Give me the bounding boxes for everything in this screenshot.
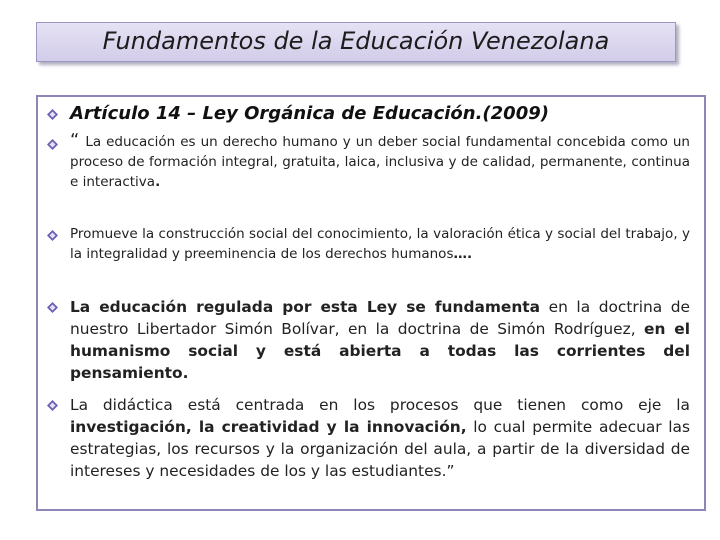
diamond-bullet-icon [47,109,58,120]
paragraph-4-start: La didáctica está centrada en los procesos que tienen como eje la [70,396,690,414]
paragraph-1-text: La educación es un derecho humano y un deber social fundamental concebida como un proceso de formación integral, gratuita, laica, inclusiva y de calidad, permanente, continua e interactiva [70,134,690,190]
opening-quote: “ [70,130,80,151]
paragraph-1-end: . [155,174,161,190]
page-title: Fundamentos de la Educación Venezolana [102,27,610,55]
content-frame [36,95,706,511]
paragraph-1 [70,131,690,192]
paragraph-4 [70,394,690,482]
article-heading: Artículo 14 – Ley Orgánica de Educación.(2009) [70,103,549,124]
diamond-bullet-icon [47,139,58,150]
diamond-bullet-icon [47,230,58,241]
paragraph-3-bold-start: La educación regulada por esta Ley se fundamenta [70,298,541,316]
diamond-bullet-icon [47,302,58,313]
paragraph-3-end: . [182,364,189,382]
title-banner [36,22,676,62]
paragraph-4-end: lo cual permite adecuar las estrategias, los recursos y la organización del aula, a partir de la diversidad de intereses y necesidades de los y las estudiantes.” [70,418,690,480]
paragraph-2 [70,224,690,264]
diamond-bullet-icon [47,400,58,411]
paragraph-2-text: Promueve la construcción social del conocimiento, la valoración ética y social del trabajo, y la integralidad y preeminencia de los derechos humanos [70,226,690,262]
paragraph-3 [70,296,690,384]
paragraph-2-end: …. [453,246,473,262]
paragraph-4-bold: investigación, la creatividad y la innovación, [70,418,467,436]
paragraph-3-middle: en la doctrina de nuestro Libertador Simón Bolívar, en la doctrina de Simón Rodríguez, [70,298,690,338]
paragraph-3-bold-end: en el humanismo social y está abierta a todas las corrientes del pensamiento [70,320,690,382]
